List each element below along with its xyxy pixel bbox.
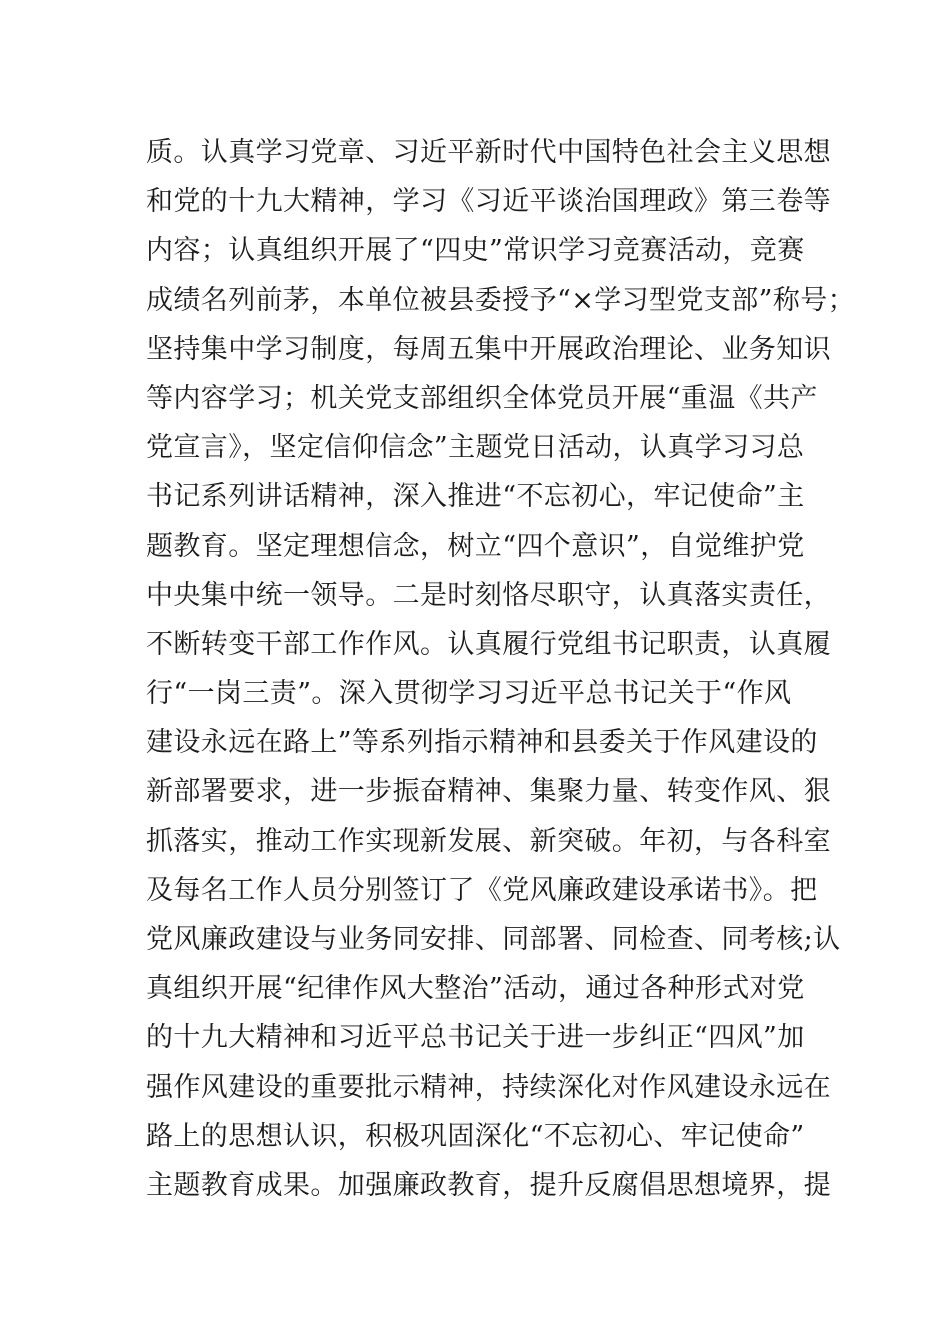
text-line: 内容；认真组织开展了“四史”常识学习竞赛活动，竞赛 <box>146 235 805 267</box>
text-line: 等内容学习；机关党支部组织全体党员开展“重温《共产 <box>146 382 818 414</box>
text-line: 和党的十九大精神，学习《习近平谈治国理政》第三卷等 <box>146 186 831 218</box>
text-line: 抓落实，推动工作实现新发展、新突破。年初，与各科室 <box>146 825 831 857</box>
body-text <box>146 128 856 1210</box>
text-line: 书记系列讲话精神，深入推进“不忘初心，牢记使命”主 <box>146 481 805 513</box>
text-line: 建设永远在路上”等系列指示精神和县委关于作风建设的 <box>146 727 818 759</box>
text-line: 质。认真学习党章、习近平新时代中国特色社会主义思想 <box>146 137 831 168</box>
text-line: 真组织开展“纪律作风大整治”活动，通过各种形式对党 <box>146 973 805 1005</box>
text-line: 路上的思想认识，积极巩固深化“不忘初心、牢记使命” <box>146 1120 805 1152</box>
text-line: 题教育。坚定理想信念，树立“四个意识”，自觉维护党 <box>146 530 805 562</box>
text-line: 党风廉政建设与业务同安排、同部署、同检查、同考核;认 <box>146 924 841 955</box>
text-line: 主题教育成果。加强廉政教育，提升反腐倡思想境界，提 <box>146 1169 831 1201</box>
text-line: 的十九大精神和习近平总书记关于进一步纠正“四风”加 <box>146 1022 805 1054</box>
text-line: 党宣言》，坚定信仰信念”主题党日活动，认真学习习总 <box>146 432 805 464</box>
text-line: 坚持集中学习制度，每周五集中开展政治理论、业务知识 <box>146 333 831 365</box>
text-line: 强作风建设的重要批示精神，持续深化对作风建设永远在 <box>146 1071 831 1103</box>
text-line: 行“一岗三责”。深入贯彻学习习近平总书记关于“作风 <box>146 678 792 710</box>
text-line: 新部署要求，进一步振奋精神、集聚力量、转变作风、狠 <box>146 776 831 808</box>
text-line: 不断转变干部工作作风。认真履行党组书记职责，认真履 <box>146 628 831 660</box>
text-line: 中央集中统一领导。二是时刻恪尽职守，认真落实责任， <box>146 579 831 611</box>
text-line: 及每名工作人员分别签订了《党风廉政建设承诺书》。把 <box>146 874 818 906</box>
text-line: 成绩名列前茅，本单位被县委授予“×学习型党支部”称号； <box>146 284 856 316</box>
